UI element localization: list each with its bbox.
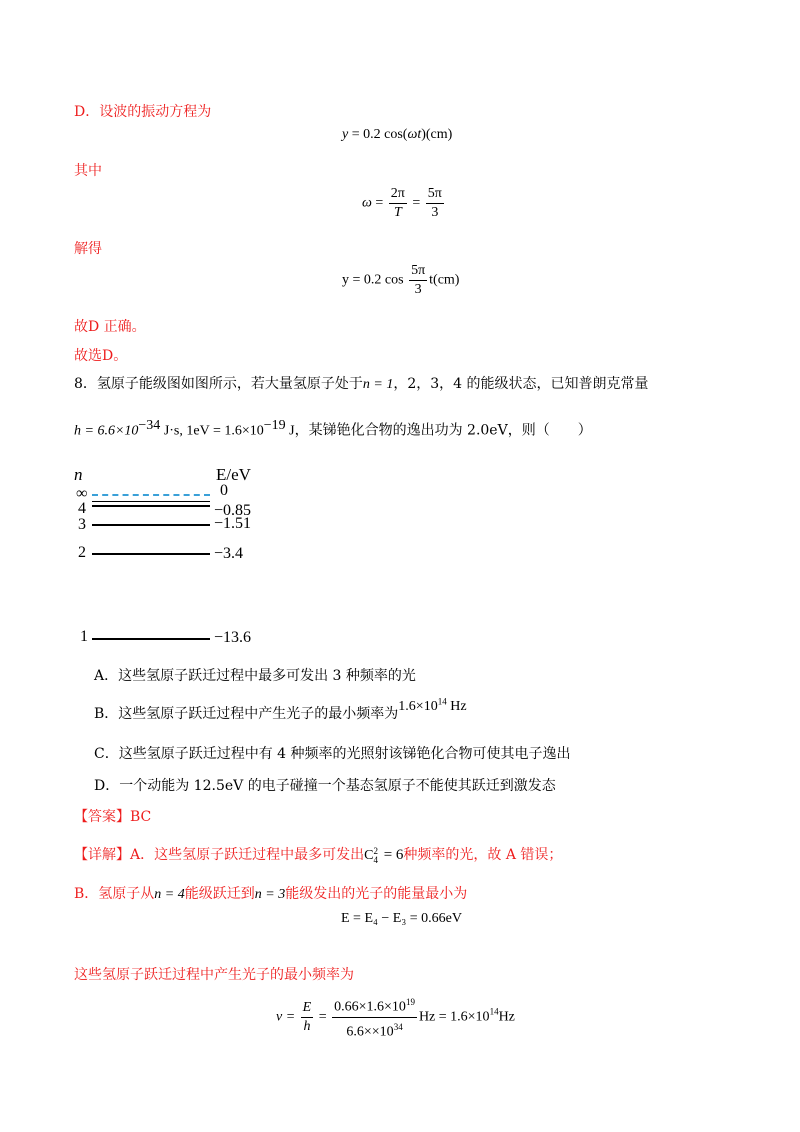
level-energy-inf: 0 [220,482,228,499]
equation-omega: ω = $\frac{2\pi}{T}$ = $\frac{5\pi}{3}$ [362,186,442,220]
section-d-heading: D．设波的振动方程为 [74,104,212,120]
option-d: D．一个动能为 12.5eV 的电子碰撞一个基态氢原子不能使其跃迁到激发态 [94,778,556,794]
fraction-E-h: $\frac{E}{h}$ [302,999,312,1034]
frequency-intro-text: 这些氢原子跃迁过程中产生光子的最小频率为 [74,967,354,983]
level-label-4: 4 [78,500,86,517]
level-energy-2: −3.4 [214,545,244,562]
level-label-inf: ∞ [76,485,88,502]
question-8-stem-line2: $h = 6.6\times 10^{-34}$ J·s, $1eV = 1.6\times 10^{-19}$ J，某锑铯化合物的逸出功为 2.0eV，则（ ） [74,418,592,439]
answer-label: 【答案】BC [74,809,152,825]
fraction-numeric: $\frac{0.66\times 1.6\times 10^{19}}{6.6\times\times 10^{34}}$ [332,994,417,1040]
conclusion-d-correct: 故D 正确。 [74,319,146,335]
level-energy-3: −1.51 [214,515,252,532]
fraction-2pi-T: $\frac{2\pi}{T}$ [390,186,405,220]
level-line-4-upper [92,501,210,502]
fraction-5pi-3-solution: $\frac{5\pi}{3}$ [411,263,426,297]
level-line-inf [92,494,210,496]
solve-label: 解得 [74,241,102,257]
frequency-equation: ν = $\frac{E}{h}$ = $\frac{0.66\times 1.6\times 10^{19}}{6.6\times\times 10^{34}}$ $Hz = 1.6\times 10^{14}Hz$ [276,994,515,1040]
axis-label-energy: E/eV [216,465,251,484]
option-c: C．这些氢原子跃迁过程中有 4 种频率的光照射该锑铯化合物可使其电子逸出 [94,746,571,762]
equation-solution: y = 0.2 cos $\frac{5\pi}{3}$ t(cm) [342,263,460,297]
equation-wave: y = 0.2 cos(ωt)(cm) [342,127,453,142]
level-line-3 [92,524,210,526]
conclusion-choose-d: 故选D。 [74,348,128,364]
level-line-4 [92,505,210,507]
level-label-3: 3 [78,516,86,533]
option-b-frequency: $1.6\times 10^{14}$ Hz [398,696,467,714]
level-label-2: 2 [78,544,86,561]
option-b: B．这些氢原子跃迁过程中产生光子的最小频率为$1.6\times 10^{14}$ Hz [94,696,467,722]
detail-b-line: B．氢原子从n = 4能级跃迁到n = 3能级发出的光子的能量最小为 [74,886,468,902]
option-a: A．这些氢原子跃迁过程中最多可发出 3 种频率的光 [94,668,416,684]
level-line-1 [92,638,210,640]
detail-a-line: 【详解】A．这些氢原子跃迁过程中最多可发出C 2 4 = 6种频率的光，故 A 错误； [74,845,563,865]
level-energy-4: −0.85 [214,502,252,519]
energy-equation: E = E₄ − E₃ = 0.66eV [341,911,462,926]
level-line-2 [92,553,210,555]
question-8-stem-line1: 8．氢原子能级图如图所示，若大量氢原子处于n = 1，2，3，4 的能级状态，已知普朗克常量 [74,376,649,392]
axis-label-n: n [74,465,83,484]
combination-expression: C 2 4 = 6 [364,845,404,865]
where-label: 其中 [74,163,102,179]
level-label-1: 1 [80,628,88,645]
fraction-5pi-3: $\frac{5\pi}{3}$ [427,186,442,220]
level-energy-1: −13.6 [214,629,252,646]
